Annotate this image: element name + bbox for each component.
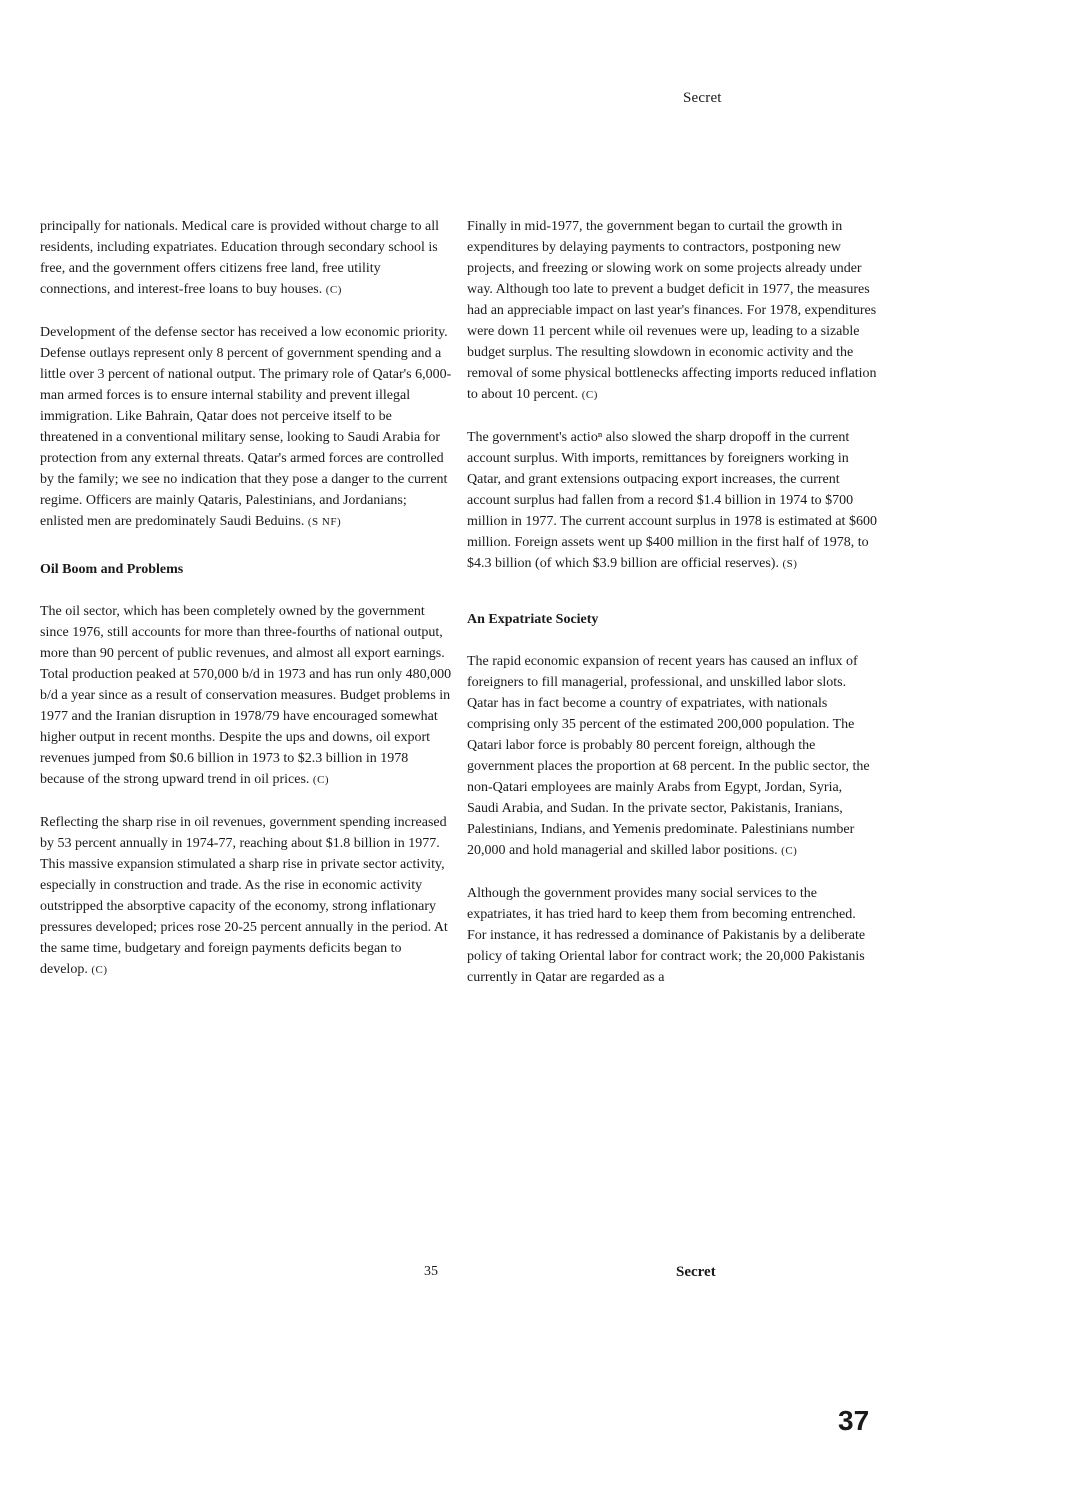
left-paragraph-4 — [40, 812, 452, 981]
page-number: 35 — [424, 1264, 438, 1279]
left-paragraph-3-text: The oil sector, which has been completely owned by the government since 1976, still accounts for more than three-fourths of national output, more than 90 percent of public revenues, and almost all export earnings. Total production peaked at 570,000 b/d in 1973 and has run only 480,000 b/d a year since as a result of conservation measures. Budget problems in 1977 and the Iranian disruption in 1978/79 have encouraged somewhat higher output in recent months. Despite the ups and downs, oil export revenues jumped from $0.6 billion in 1973 to $2.3 billion in 1978 because of the strong upward trend in oil prices. — [40, 604, 452, 787]
left-paragraph-2-text: Development of the defense sector has received a low economic priority. Defense outlays represent only 8 percent of government spending and a little over 3 percent of national output. The primary role of Qatar's 6,000-man armed forces is to ensure internal stability and prevent illegal immigration. Like Bahrain, Qatar does not perceive itself to be threatened in a conventional military sense, looking to Saudi Arabia for protection from any external threats. Qatar's armed forces are controlled by the family; we see no indication that they pose a danger to the current regime. Officers are mainly Qataris, Palestinians, and Jordanians; enlisted men are predominately Saudi Beduins. — [40, 325, 452, 529]
classification-mark: (C) — [581, 389, 598, 401]
right-paragraph-3 — [467, 651, 877, 862]
sheet-number: 37 — [838, 1405, 870, 1436]
section-heading-expatriate-society: An Expatriate Society — [467, 612, 599, 627]
section-heading-oil-boom: Oil Boom and Problems — [40, 562, 184, 577]
classification-mark: (C) — [91, 964, 108, 976]
right-column — [467, 216, 877, 1009]
left-column — [40, 216, 452, 1002]
left-paragraph-1 — [40, 216, 452, 301]
header-classification: Secret — [683, 90, 722, 106]
right-paragraph-2 — [467, 427, 877, 575]
right-paragraph-3-text: The rapid economic expansion of recent years has caused an influx of foreigners to fill managerial, professional, and unskilled labor slots. Qatar has in fact become a country of expatriates, with nationals comprising only 35 percent of the estimated 200,000 population. The Qatari labor force is probably 80 percent foreign, although the government places the proportion at 68 percent. In the public sector, the non-Qatari employees are mainly Arabs from Egypt, Jordan, Syria, Saudi Arabia, and Sudan. In the private sector, Pakistanis, Iranians, Palestinians, Indians, and Yemenis predominate. Palestinians number 20,000 and hold managerial and skilled labor positions. — [467, 654, 870, 858]
right-paragraph-4 — [467, 883, 877, 988]
footer-classification: Secret — [676, 1264, 716, 1280]
classification-mark: (S NF) — [307, 516, 342, 528]
left-paragraph-4-text: Reflecting the sharp rise in oil revenues, government spending increased by 53 percent annually in 1974-77, reaching about $1.8 billion in 1977. This massive expansion stimulated a sharp rise in private sector activity, especially in construction and trade. As the rise in economic activity outstripped the absorptive capacity of the economy, strong inflationary pressures developed; prices rose 20-25 percent annually in the period. At the same time, budgetary and foreign payments deficits began to develop. — [40, 815, 448, 977]
classification-mark: (C) — [325, 284, 342, 296]
classification-mark: (C) — [312, 774, 330, 786]
left-paragraph-2 — [40, 322, 452, 533]
right-paragraph-1 — [467, 216, 877, 406]
left-paragraph-3 — [40, 601, 452, 791]
left-paragraph-1-text: principally for nationals. Medical care is provided without charge to all residents, including expatriates. Education through secondary school is free, and the government offers citizens free land, free utility connections, and interest-free loans to buy houses. — [40, 219, 440, 297]
classification-mark: (S) — [782, 558, 798, 570]
classification-mark: (C) — [781, 845, 798, 857]
right-paragraph-1-text: Finally in mid-1977, the government began to curtail the growth in expenditures by delaying payments to contractors, postponing new projects, and freezing or slowing work on some projects already under way. Although too late to prevent a budget deficit in 1977, the measures had an appreciable impact on last year's finances. For 1978, expenditures were down 11 percent while oil revenues were up, leading to a sizable budget surplus. The resulting slowdown in economic activity and the removal of some physical bottlenecks affecting imports reduced inflation to about 10 percent. — [467, 219, 877, 402]
right-paragraph-2-text: The government's actioⁿ also slowed the sharp dropoff in the current account surplus. With imports, remittances by foreigners working in Qatar, and grant extensions outpacing export increases, the current account surplus had fallen from a record $1.4 billion in 1974 to $700 million in 1977. The current account surplus in 1978 is estimated at $600 million. Foreign assets went up $400 million in the first half of 1978, to $4.3 billion (of which $3.9 billion are official reserves). — [467, 430, 877, 571]
right-paragraph-4-text: Although the government provides many social services to the expatriates, it has tried hard to keep them from becoming entrenched. For instance, it has redressed a dominance of Pakistanis by a deliberate policy of taking Oriental labor for contract work; the 20,000 Pakistanis currently in Qatar are regarded as a — [467, 886, 866, 985]
